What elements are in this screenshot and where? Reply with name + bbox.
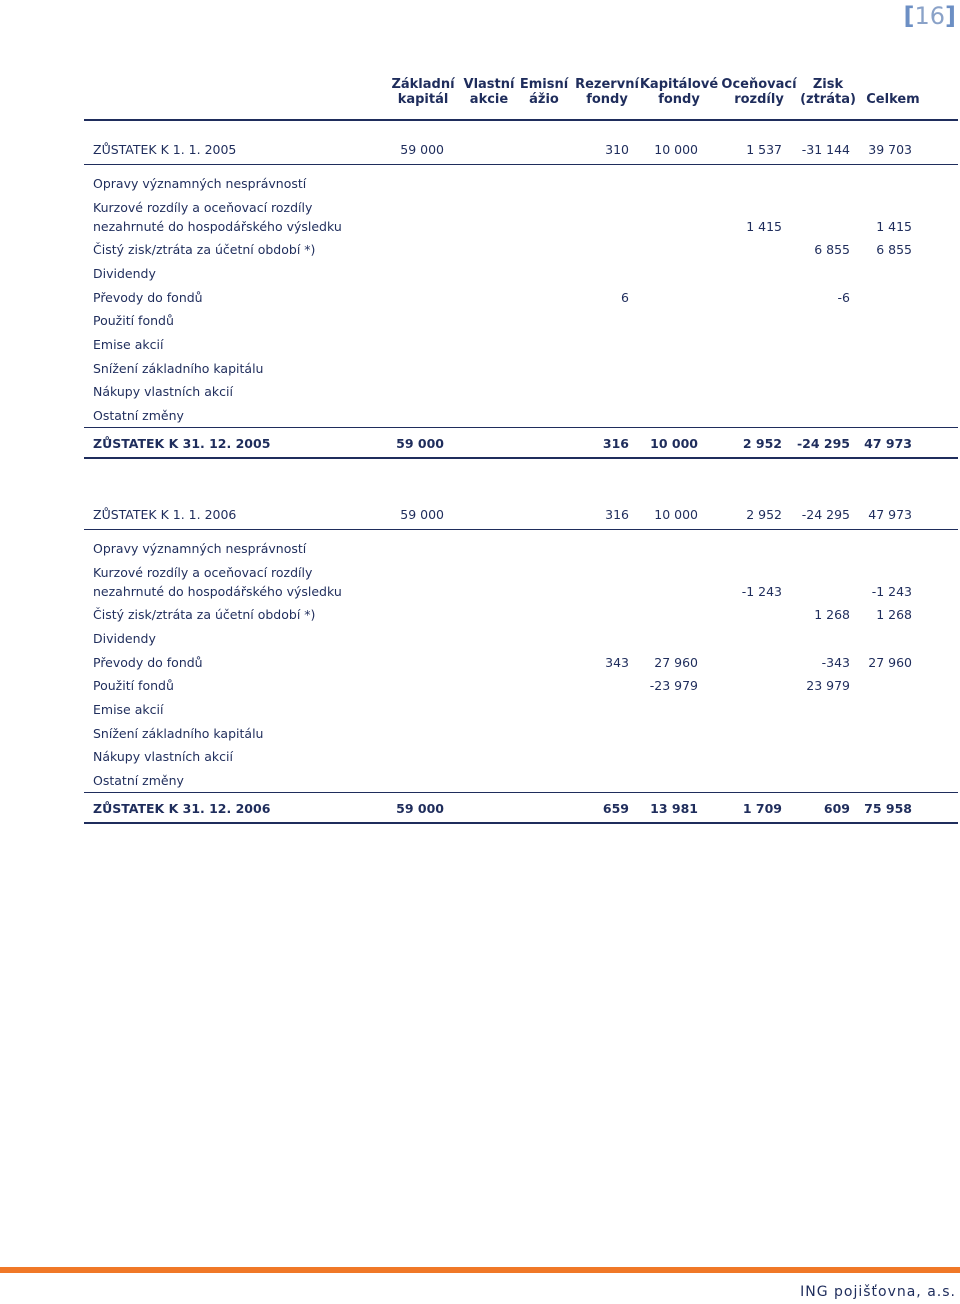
column-header-line: Zisk <box>812 77 844 92</box>
cell-value: 39 703 <box>868 142 912 157</box>
row-label: ZŮSTATEK K 1. 1. 2005 <box>93 142 237 157</box>
cell-value: -23 979 <box>649 678 698 694</box>
cell-value: 47 973 <box>864 436 912 451</box>
row-label: ZŮSTATEK K 1. 1. 2006 <box>93 507 237 522</box>
row-label: Kurzové rozdíly a oceňovací rozdíly <box>93 564 313 580</box>
cell-value: 27 960 <box>654 654 698 670</box>
cell-value: 1 268 <box>814 607 850 623</box>
cell-value: 6 <box>621 289 629 305</box>
row-label: Ostatní změny <box>93 773 184 789</box>
column-header-line: akcie <box>469 92 509 107</box>
row-label: Snížení základního kapitálu <box>93 360 264 376</box>
column-header-line: Oceňovací <box>721 77 797 92</box>
cell-value: 659 <box>602 801 629 816</box>
column-header-line <box>843 77 943 92</box>
column-header-line: rozdíly <box>734 92 784 107</box>
cell-value: 47 973 <box>868 507 912 522</box>
column-header-line: kapitál <box>397 92 449 107</box>
cell-value: 310 <box>605 142 629 157</box>
cell-value: 59 000 <box>400 507 444 522</box>
cell-value: -1 243 <box>741 583 782 599</box>
row-label: Ostatní změny <box>93 408 184 424</box>
cell-value: -24 295 <box>796 436 850 451</box>
row-label: Použití fondů <box>93 678 174 694</box>
cell-value: 316 <box>605 507 629 522</box>
column-header-line: Vlastní <box>463 77 515 92</box>
cell-value: 1 268 <box>876 607 912 623</box>
cell-value: 23 979 <box>806 678 850 694</box>
column-header-line: Kapitálové <box>639 77 719 92</box>
cell-value: 75 958 <box>864 801 912 816</box>
cell-value: 1 415 <box>746 218 782 234</box>
row-label: Dividendy <box>93 265 156 281</box>
column-header-line: (ztráta) <box>800 92 856 107</box>
cell-value: 59 000 <box>400 142 444 157</box>
cell-value: 13 981 <box>650 801 698 816</box>
row-label: ZŮSTATEK K 31. 12. 2005 <box>93 436 271 451</box>
row-label: Dividendy <box>93 630 156 646</box>
row-label: Čistý zisk/ztráta za účetní období *) <box>93 607 316 623</box>
row-label: Nákupy vlastních akcií <box>93 384 233 400</box>
cell-value: 59 000 <box>396 436 444 451</box>
cell-value: 59 000 <box>396 801 444 816</box>
column-header-line: Celkem <box>866 92 920 107</box>
column-header-line: fondy <box>586 92 628 107</box>
column-header <box>843 77 943 107</box>
cell-value: 1 709 <box>742 801 782 816</box>
row-divider <box>84 457 958 459</box>
cell-value: -31 144 <box>801 142 850 157</box>
row-label: Opravy významných nesprávností <box>93 176 307 191</box>
cell-value: -1 243 <box>871 583 912 599</box>
cell-value: 316 <box>602 436 629 451</box>
row-label-continuation: nezahrnuté do hospodářského výsledku <box>93 583 342 599</box>
row-label: Převody do fondů <box>93 289 203 305</box>
column-header-line: Základní <box>391 77 455 92</box>
row-label: Emise akcií <box>93 337 164 352</box>
row-label: Snížení základního kapitálu <box>93 725 264 741</box>
row-divider <box>84 529 958 530</box>
page-number: [16] <box>903 2 956 30</box>
cell-value: 1 415 <box>876 218 912 234</box>
column-header-line: fondy <box>658 92 700 107</box>
row-label: Použití fondů <box>93 313 174 329</box>
row-label: ZŮSTATEK K 31. 12. 2006 <box>93 801 271 816</box>
row-divider <box>84 822 958 824</box>
cell-value: -6 <box>837 289 850 305</box>
cell-value: 343 <box>605 654 629 670</box>
cell-value: 609 <box>823 801 850 816</box>
row-label: Emise akcií <box>93 702 164 717</box>
row-label-continuation: nezahrnuté do hospodářského výsledku <box>93 218 342 234</box>
company-name: ING pojišťovna, a.s. <box>800 1284 956 1300</box>
row-divider <box>84 427 958 428</box>
cell-value: 6 855 <box>814 242 850 258</box>
column-header-line: ážio <box>529 92 559 107</box>
cell-value: 1 537 <box>746 142 782 157</box>
cell-value: -24 295 <box>801 507 850 522</box>
row-label: Převody do fondů <box>93 654 203 670</box>
cell-value: 2 952 <box>742 436 782 451</box>
cell-value: 10 000 <box>650 436 698 451</box>
column-header-line: Emisní <box>519 77 569 92</box>
cell-value: 27 960 <box>868 654 912 670</box>
footer-accent-bar <box>0 1267 960 1273</box>
row-label: Čistý zisk/ztráta za účetní období *) <box>93 242 316 258</box>
row-label: Kurzové rozdíly a oceňovací rozdíly <box>93 199 313 215</box>
cell-value: 10 000 <box>654 507 698 522</box>
row-divider <box>84 792 958 793</box>
row-label: Nákupy vlastních akcií <box>93 749 233 765</box>
cell-value: 10 000 <box>654 142 698 157</box>
row-label: Opravy významných nesprávností <box>93 541 307 556</box>
row-divider <box>84 164 958 165</box>
cell-value: 2 952 <box>746 507 782 522</box>
cell-value: 6 855 <box>876 242 912 258</box>
header-rule <box>84 119 958 121</box>
cell-value: -343 <box>821 654 850 670</box>
column-header-line: Rezervní <box>575 77 639 92</box>
